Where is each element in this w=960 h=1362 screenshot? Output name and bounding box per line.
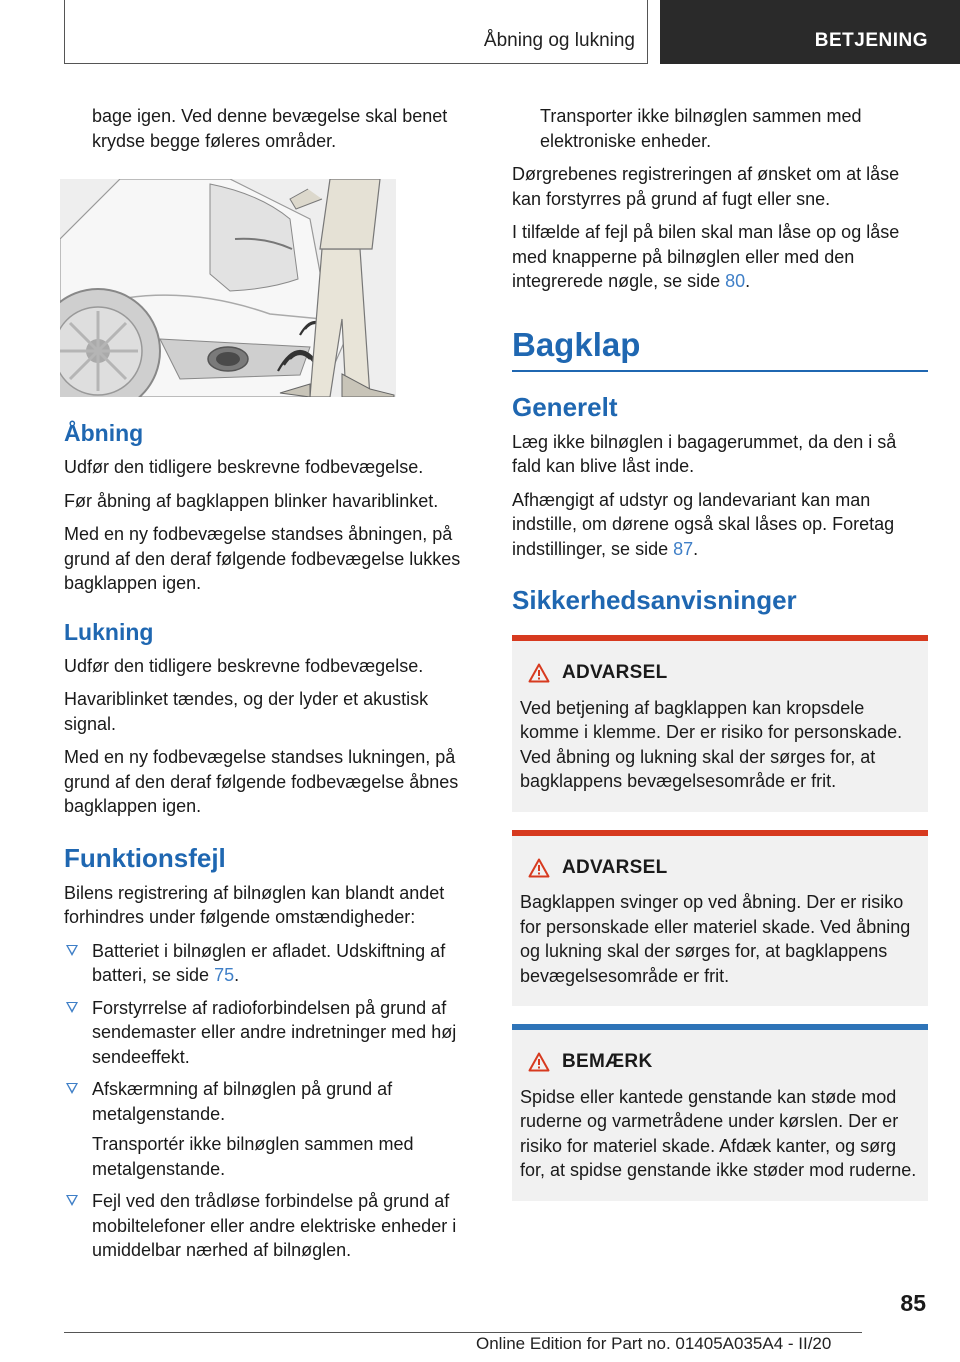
warning-box [512,830,928,1007]
lukning-p2: Havariblinket tændes, og der lyder et akustisk signal. [64,689,429,734]
bullet-text: Afskærmning af bilnøglen på grund af metalgenstande. [92,1079,393,1124]
bullet-text: Batteriet i bilnøglen er afladet. Udskiftning af batteri, se side [92,940,446,985]
aabning-p1: Udfør den tidligere beskrevne fodbevægelse. [64,457,424,477]
warning-header [528,856,920,881]
page-ref-link[interactable]: 75 [214,965,235,985]
section-title: BETJENING [814,30,928,51]
heading-generelt: Generelt [512,391,618,422]
lukning-p1: Udfør den tidligere beskrevne fodbevægelse. [64,655,424,676]
chapter-title: Åbning og lukning [483,30,635,51]
generelt-p2-end: . [693,538,699,559]
generelt-p1: Læg ikke bilnøglen i bagagerummet, da den i så fald kan blive låst inde. [512,431,897,476]
note-box [512,1024,928,1201]
fault-list [64,939,482,1263]
footer-rule [64,1332,862,1333]
list-item [64,1189,482,1263]
page-ref-link[interactable]: 87 [673,538,694,559]
warning-title: ADVARSEL [562,856,668,878]
page-number: 85 [900,1290,926,1316]
heading-aabning: Åbning [64,420,144,446]
heading-bagklap: Bagklap [512,325,641,363]
warning-triangle-icon [528,1052,550,1072]
intro-text: bage igen. Ved denne bevægelse skal benet krydse begge føleres områder. [92,106,448,151]
warning-triangle-icon [528,663,550,683]
fault-lock-body: I tilfælde af fejl på bilen skal man låse op og låse med knapperne på bilnøglen eller med den integrerede nøgle, se side [512,222,900,291]
page-ref-link[interactable]: 80 [725,271,746,291]
bullet-triangle-icon [66,1002,78,1013]
bullet-text-end: . [234,965,240,985]
bullet-text: Fejl ved den trådløse forbindelse på grund af mobiltelefoner eller andre elektriske enheder i umiddelbar nærhed af bilnøglen. [92,1191,457,1260]
continued-text: Transporter ikke bilnøglen sammen med elektroniske enheder. [540,106,862,151]
heading-rule [512,370,928,372]
header-frame [64,0,648,64]
edition-text: Online Edition for Part no. 01405A035A4 - II/20 [476,1334,832,1353]
left-column [64,104,482,1272]
heading-sikkerhed: Sikkerhedsanvisninger [512,585,797,615]
warning-box [512,635,928,812]
bullet-triangle-icon [66,1083,78,1094]
list-item [64,1077,482,1181]
lukning-p3: Med en ny fodbevægelse standses lukningen, på grund af den deraf følgende fodbevægelse åbnes bagklappen igen. [64,747,459,816]
heading-lukning: Lukning [64,618,154,645]
warning-text: Bagklappen svinger op ved åbning. Der er risiko for personskade eller materiel skade. Ved åbning og lukning skal der sørges for, at bagklappens bevægelsesområde er frit. [520,892,911,986]
right-column [512,104,928,1219]
bullet-triangle-icon [66,1195,78,1206]
bullet-triangle-icon [66,945,78,956]
aabning-p3: Med en ny fodbevægelse standses åbningen, på grund af den deraf følgende fodbevægelse lukkes bagklappen igen. [64,524,461,593]
generelt-p2-body: Afhængigt af udstyr og landevariant kan man indstille, om dørene også skal låses op. Foretag indstillinger, se side [512,489,895,559]
note-text: Spidse eller kantede genstande kan støde mod ruderne og varmetrådene under kørslen. Der er risiko for materiel skade. Afdæk kanter, og sørg for, at spidse genstande ikke støder mod ruderne. [520,1086,917,1180]
note-title: BEMÆRK [562,1051,653,1072]
list-item [64,996,482,1070]
aabning-p2: Før åbning af bagklappen blinker havariblinket. [64,490,439,511]
bullet-subtext: Transportér ikke bilnøglen sammen med metalgenstande. [92,1134,414,1179]
section-tab [660,0,960,64]
heading-funktionsfejl: Funktionsfejl [64,842,226,873]
tailgate-foot-gesture-illustration [60,179,396,397]
funktionsfejl-p1: Bilens registrering af bilnøglen kan blandt andet forhindres under følgende omstændigheder: [64,882,445,927]
note-header [528,1050,920,1075]
car-rear-leg-sensor-image [60,179,396,397]
warning-title: ADVARSEL [562,662,668,683]
list-item [64,939,482,988]
generelt-p2 [512,488,928,562]
fault-lock-text [512,220,928,294]
warning-text: Ved betjening af bagklappen kan kropsdele komme i klemme. Der er risiko for personskade. Ved åbning og lukning skal der sørges for, at bagklappens bevægelsesområde er frit. [520,697,903,791]
warning-header [528,661,920,686]
door-handle-text: Dørgrebenes registreringen af ønsket om at låse kan forstyrres på grund af fugt eller sne. [512,164,900,209]
bullet-text: Forstyrrelse af radioforbindelsen på grund af sendemaster eller andre indretninger med høj sendeeffekt. [92,997,457,1067]
warning-triangle-icon [528,858,550,878]
fault-lock-end: . [745,271,751,291]
